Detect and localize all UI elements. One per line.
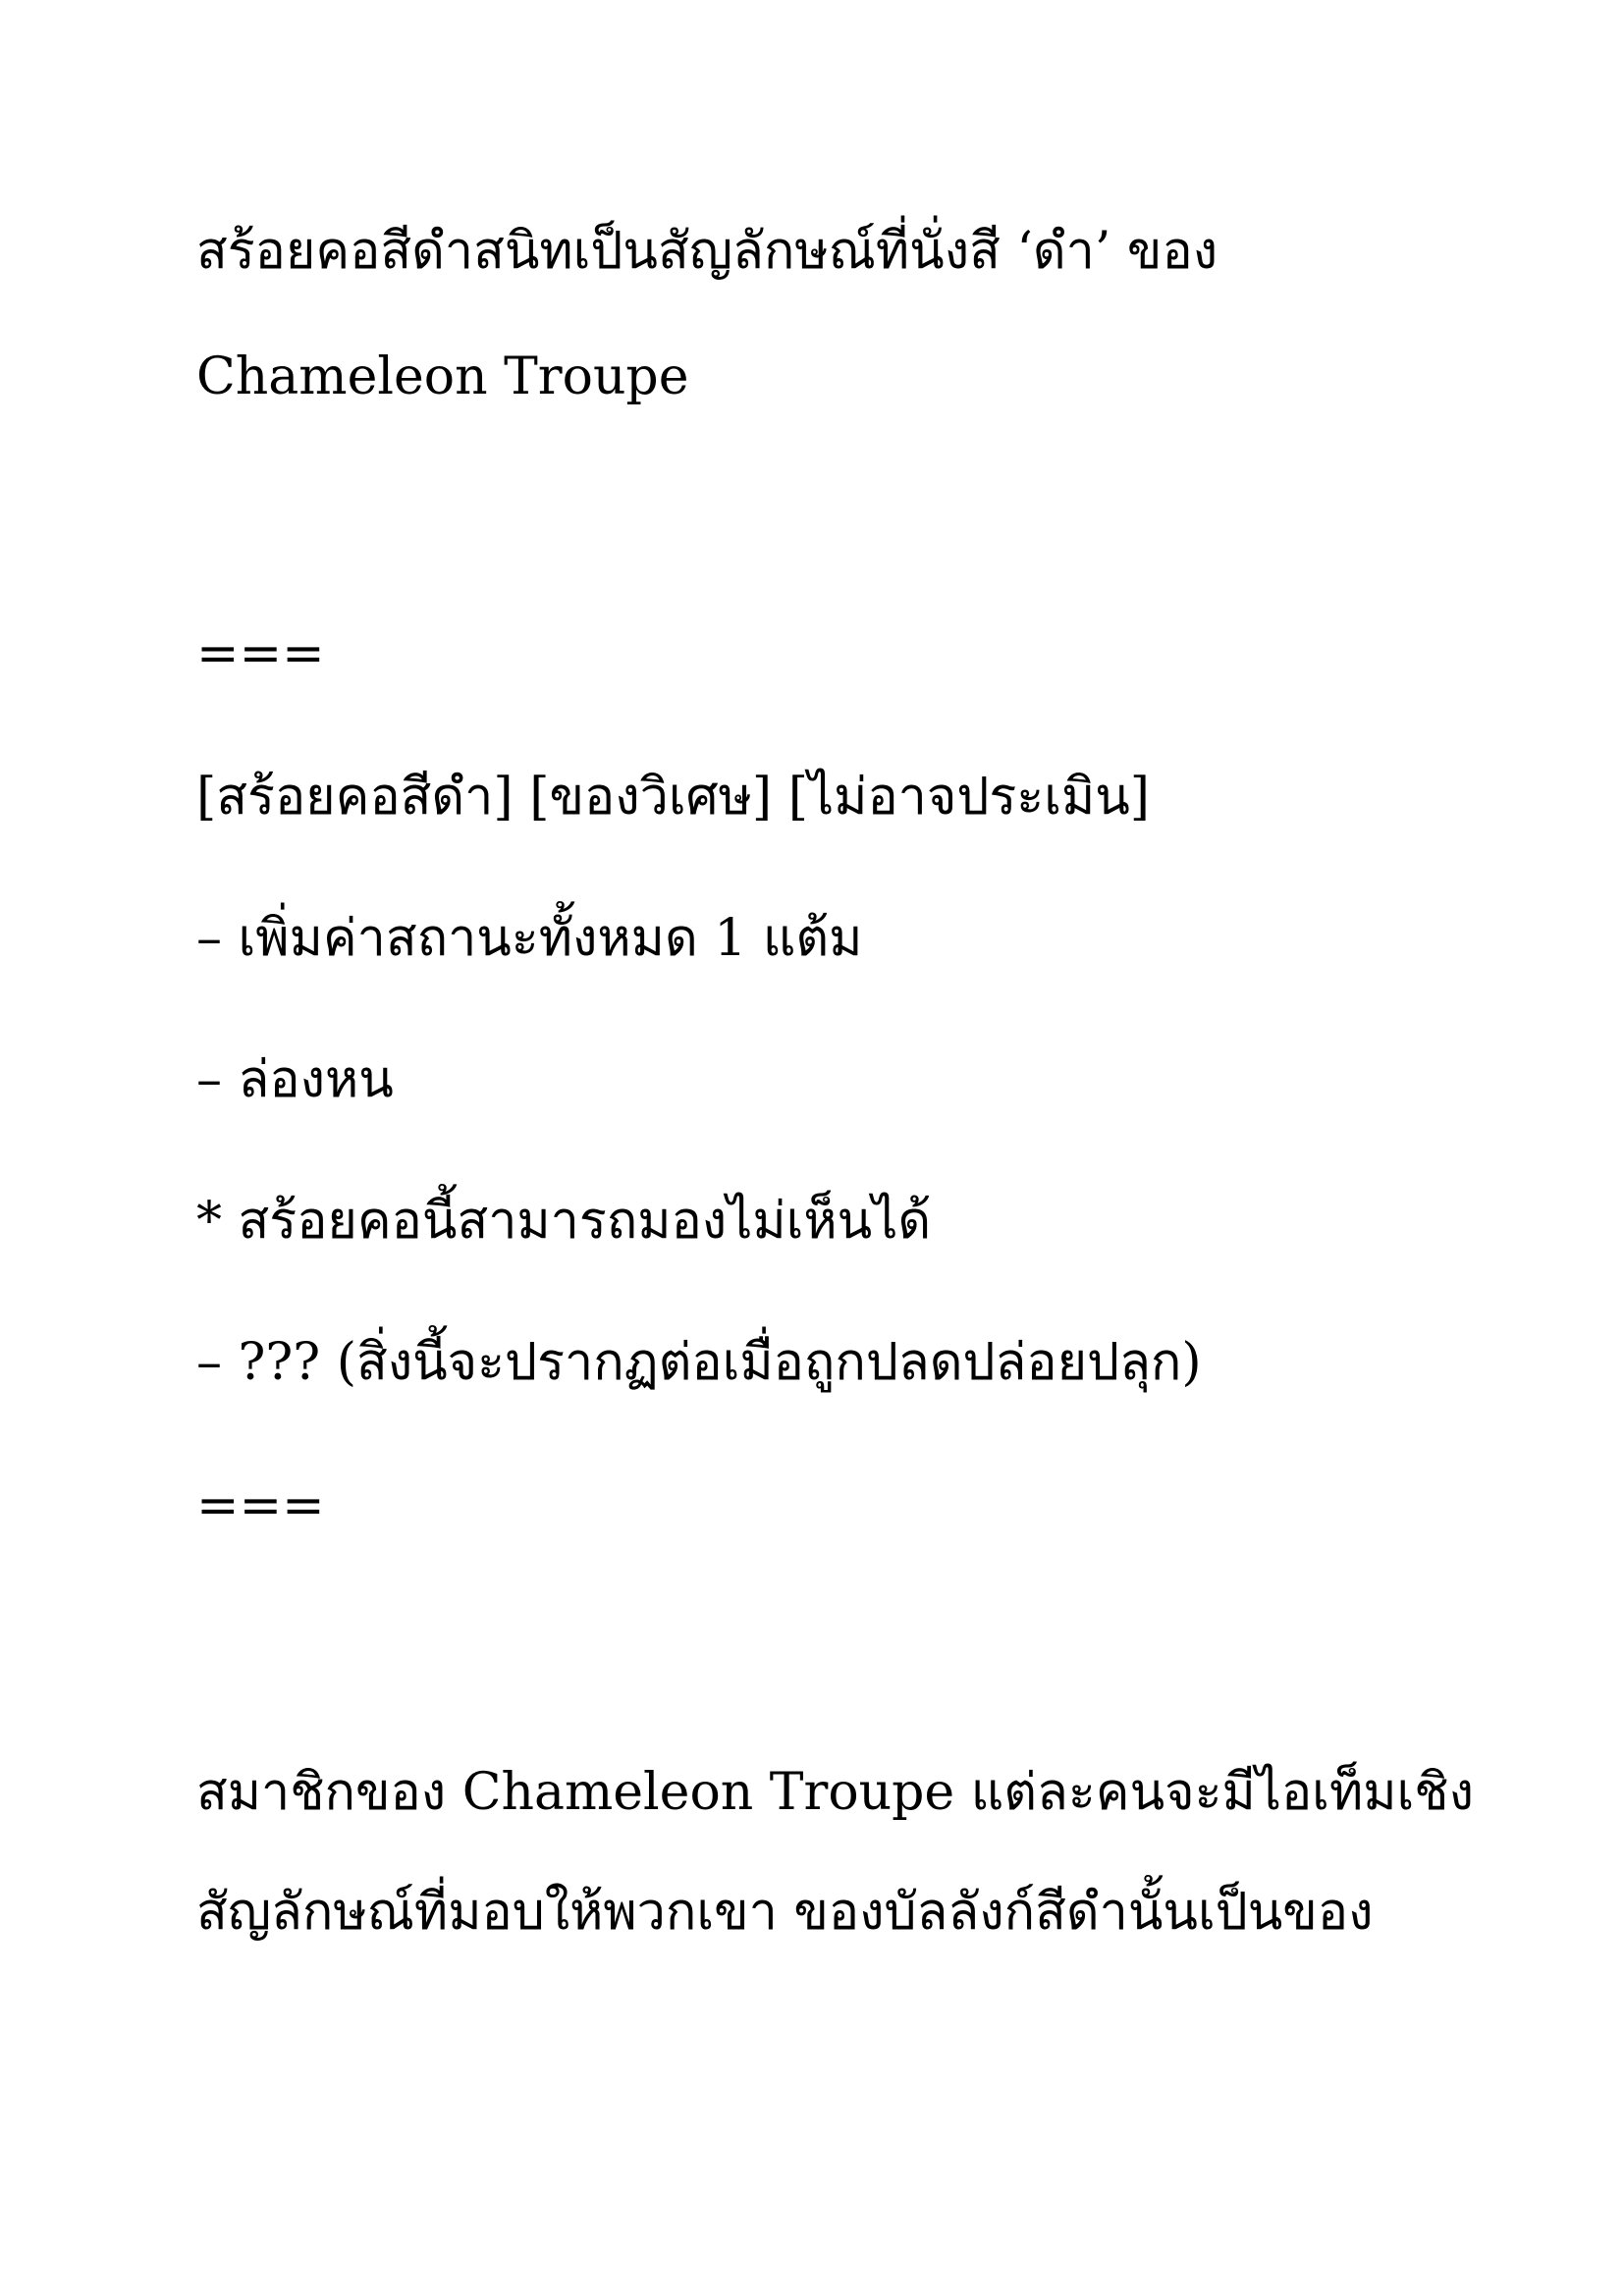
item-separator-top: ===	[196, 624, 325, 683]
text-line-intro: สร้อยคอสีดำสนิทเป็นสัญลักษณ์ที่นั่งสี ‘ดำ’ ของ	[196, 222, 1218, 281]
text-line-symbol: สัญลักษณ์ที่มอบให้พวกเขา ของบัลลังก์สีดำนั้นเป็นของ	[196, 1883, 1374, 1942]
item-effect-stats: – เพิ่มค่าสถานะทั้งหมด 1 แต้ม	[196, 909, 863, 968]
item-note: * สร้อยคอนี้สามารถมองไม่เห็นได้	[196, 1192, 932, 1251]
text-line-troupe-name: Chameleon Troupe	[196, 347, 689, 406]
item-separator-bottom: ===	[196, 1476, 325, 1535]
item-effect-hidden: – ??? (สิ่งนี้จะปรากฏต่อเมื่อถูกปลดปล่อยปลุก)	[196, 1333, 1202, 1392]
item-effect-invisible: – ล่องหน	[196, 1050, 394, 1109]
text-line-members: สมาชิกของ Chameleon Troupe แต่ละคนจะมีไอเท็มเชิง	[196, 1763, 1474, 1822]
item-tags: [สร้อยคอสีดำ] [ของวิเศษ] [ไม่อาจประเมิน]	[196, 768, 1151, 827]
